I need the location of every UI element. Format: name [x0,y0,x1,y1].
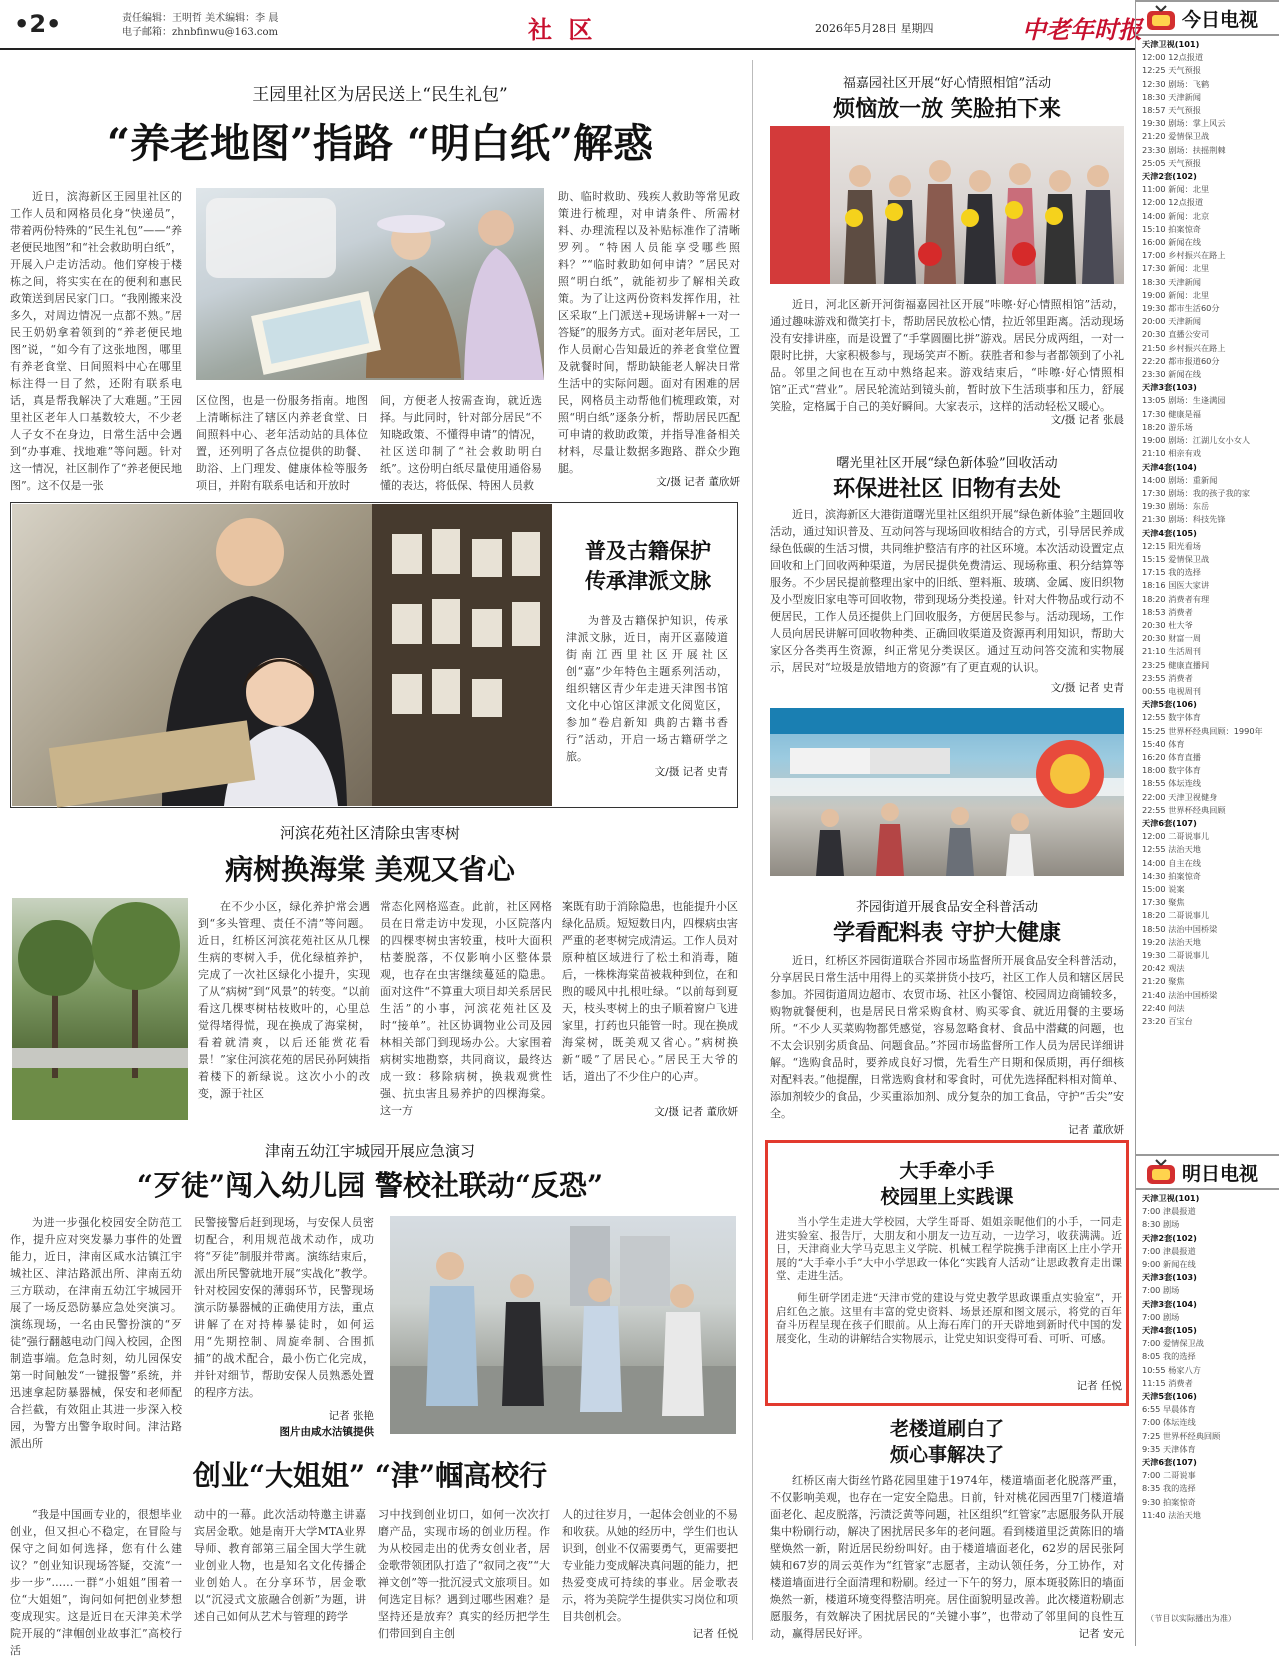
tv-program-line: 19:00 剧场：江湖儿女小女人 [1142,435,1251,446]
story1-kicker: 王园里社区为居民送上“民生礼包” [252,85,508,105]
story10-byline: 记者 安元 [1078,1628,1124,1640]
tv-program-line: 19:30 二哥说事儿 [1142,950,1210,961]
story9-byline: 记者 任悦 [1076,1380,1122,1392]
story1-byline: 文/摄 记者 董欣妍 [656,476,740,488]
tv-program-line: 21:20 聚焦 [1142,976,1185,987]
photo-elderly-reading-map [196,188,544,380]
tv-channel-name: 天津4套(104) [1142,461,1197,472]
photo-begonia-trees [12,898,188,1120]
story10-headline-line1: 老楼道刷白了 [889,1418,1004,1440]
tv-program-line: 17:00 乡村振兴在路上 [1142,250,1226,261]
story3-photo [12,898,188,1120]
tv-program-line: 22:40 问法 [1142,1002,1185,1013]
tv-note: （节目以实际播出为准） [1146,1613,1237,1623]
tv-channel-name: 天津6套(107) [1142,1457,1197,1468]
story7-body: 近日，滨海新区大港街道曙光里社区组织开展“绿色新体验”主题回收活动，通过知识普及、互动问答与现场回收相结合的方式，引导居民养成绿色低碳的生活习惯，共同维护整洁有序的社区环境。本次活动设置定点回收和上门回收两种渠道，为居民提供免费清运、现场称重、积分结算等服务。不少居民提前整理出家中的旧纸、塑料瓶、玻璃、金属、废旧织物及小型废旧家电等可回收物，带到现场分类投递。针对大件物品或行动不便居民，工作人员还提供上门回收服务，方便居民参与。活动现场，工作人员向居民讲解可回收物种类、正确回收渠道及资源再利用知识，帮助大家区分各类再生资源，纠正常见分类误区。通过互动问答交流和实物展示，居民对“垃圾是放错地方的资源”有了更直观的认识。 [770,508,1124,674]
story3-col3: 案既有助于消除隐患，也能提升小区绿化品质。短短数日内，四棵病虫害严重的老枣树完成清运。工作人员对原种植区域进行了松土和消毒，随后，一株株海棠苗被栽种到位，在和煦的暖风中扎根吐绿。“以前每到夏天，枝头枣树上的虫子顺着窗户飞进家里，打药也只能管一时。现在换成海棠树，既美观又省心。”病树换新“暖”了居民心。”居民王大爷的话，道出了不少住户的心声。 [562,900,738,1083]
tv-program-line: 18:57 天气预报 [1142,105,1201,116]
story9-body-para1: 当小学生走进大学校园，大学生哥哥、姐姐亲昵他们的小手，一同走进实验室、报告厅，大朋友和小朋友一边互动，一边学习，收获满满。近日，天津商业大学马克思主义学院、机械工程学院携手津南区上庄小学开展的“大手牵小手”大中小学思政一体化“实践育人活动”让思政教育走出课堂、走进生活。 [776,1216,1122,1283]
tv-channel-name: 天津5套(106) [1142,1391,1197,1402]
story10-headline-line2: 烦心事解决了 [889,1444,1004,1466]
column-divider [752,60,753,1640]
tv-program-line: 23:30 剧场：扶摇荆棘 [1142,144,1226,155]
tv-program-line: 25:05 天气预报 [1142,157,1201,168]
tv-program-line: 9:35 天津体育 [1142,1443,1196,1454]
tv-program-line: 11:00 新闻：北里 [1142,184,1210,195]
tv-program-line: 11:15 消费者 [1142,1377,1193,1388]
tv-program-line: 18:50 法治中国桥梁 [1142,923,1218,934]
tv-program-line: 18:16 国医大家讲 [1142,580,1210,591]
tv-program-line: 7:00 体坛连线 [1142,1417,1196,1428]
tv-listings-sidebar [1135,0,1279,1646]
story4-photo-credit: 图片由咸水沽镇提供 [279,1426,374,1438]
tv-program-line: 17:30 健康是福 [1142,408,1201,419]
tv-program-line: 7:00 爱情保卫战 [1142,1338,1204,1349]
tv-program-line: 7:00 津晨报道 [1142,1245,1196,1256]
story3-headline: 病树换海棠 美观又省心 [225,853,515,886]
tv-program-line: 12:15 阳光看场 [1142,540,1201,551]
tv-program-line: 22:55 世界杯经典回顾 [1142,804,1226,815]
tv-program-line: 14:00 剧场：重新闻 [1142,474,1218,485]
story2-photo [12,504,552,806]
tv-program-line: 14:00 自主在线 [1142,857,1201,868]
story8-byline: 记者 董欣妍 [1068,1124,1124,1136]
story6-byline: 文/摄 记者 张晨 [1050,414,1124,426]
tv-program-line: 19:20 法治天地 [1142,936,1201,947]
story1-photo [196,188,544,380]
story7-photo [770,708,1124,876]
tv-program-line: 13:05 剧场：生逢满园 [1142,395,1226,406]
tv-channel-name: 天津3套(104) [1142,1298,1197,1309]
tv-program-line: 7:00 二哥说事 [1142,1470,1196,1481]
tv-channel-name: 天津5套(106) [1142,699,1197,710]
tv-channel-name: 天津2套(102) [1142,1232,1197,1243]
tv-program-line: 23:20 百宝台 [1142,1016,1193,1027]
story5-col1: “我是中国画专业的，很想毕业创业，但又担心不稳定，在冒险与保守之间如何选择，您有什么建议？”创业知识现场答疑，交流“一步一步”……一群“小姐姐”围着一位“大姐姐”，询问如何把创业梦想变成现实。这是近日在天津美术学院开展的“津帼创业故事汇”高校行活 [10,1508,182,1657]
tv-program-line: 12:00 12点报道 [1142,197,1204,208]
story7-headline: 环保进社区 旧物有去处 [833,476,1061,502]
tv-program-line: 7:00 剧场 [1142,1311,1180,1322]
tv-program-line: 18:20 二哥说事儿 [1142,910,1210,921]
tv-program-line: 17:30 聚焦 [1142,897,1185,908]
story6-body: 近日，河北区新开河街福嘉园社区开展“咔嚓·好心情照相馆”活动，通过趣味游戏和微笑打卡，帮助居民放松心情，拉近邻里距离。活动现场没有安排讲座，而是设置了“手掌圆圈比拼”游戏。居民分成两组，一对一限时比拼，大家积极参与，现场笑声不断。获胜者和参与者都领到了小礼品。邻里之间也在互动中熟络起来。游戏结束后，“咔嚓·好心情照相馆”正式“营业”。居民轮流站到镜头前，暂时放下生活琐事和压力，舒展笑脸，定格属于自己的美好瞬间。大家表示，这样的活动轻松又暖心。 [770,298,1124,413]
story5-byline: 记者 任悦 [692,1628,738,1640]
story6-headline: 烦恼放一放 笑脸拍下来 [833,96,1061,122]
story4-photo [390,1216,736,1434]
photo-father-daughter-library [12,504,552,806]
story9-headline-line1: 大手牵小手 [899,1160,995,1182]
tv-channel-name: 天津3套(103) [1142,382,1197,393]
tv-channel-name: 天津4套(105) [1142,1325,1197,1336]
tv-program-line: 19:00 新闻：北里 [1142,289,1210,300]
tv-program-line: 12:55 数字体育 [1142,712,1201,723]
tv-program-line: 16:00 新闻在线 [1142,237,1201,248]
tv-program-line: 20:00 天津新闻 [1142,316,1201,327]
tv-program-line: 8:30 剧场 [1142,1219,1180,1230]
tv-program-line: 18:30 天津新闻 [1142,91,1201,102]
tv-program-line: 19:30 都市生活60分 [1142,303,1220,314]
tv-program-line: 11:40 法治天地 [1142,1509,1201,1520]
tv-tomorrow-title: 明日电视 [1182,1162,1259,1185]
tv-icon [1146,5,1176,31]
tv-channel-name: 天津2套(102) [1142,171,1197,182]
tv-program-line: 23:30 新闻在线 [1142,369,1201,380]
tv-channel-name: 天津4套(105) [1142,527,1197,538]
tv-program-line: 15:10 拍案惊奇 [1142,223,1201,234]
tv-program-line: 18:20 游乐场 [1142,421,1193,432]
photo-recycling-booth [770,708,1124,876]
story4-kicker: 津南五幼江宇城园开展应急演习 [264,1142,475,1160]
story9-headline-line2: 校园里上实践课 [880,1186,1014,1208]
tv-program-line: 20:30 直播公安司 [1142,329,1210,340]
tv-program-line: 7:25 世界杯经典回顾 [1142,1430,1221,1441]
tv-program-line: 14:00 新闻：北京 [1142,210,1210,221]
story8-body: 近日，红桥区芥园街道联合芥园市场监督所开展食品安全科普活动，分享居民日常生活中用得上的买菜拼货小技巧，社区工作人员和辖区居民参加。芥园街道周边超市、农贸市场、社区小餐馆、校园周边商铺较多，购物就餐便利，也是居民日常采购食材、购买零食、就近用餐的主要场所。“不少人买菜购物都凭感觉，容易忽略食材、食品中潜藏的问题，也不太会识别劣质食品、问题食品。”芥园市场监督所工作人员为居民详细讲解。“选购食品时，要养成良好习惯，先看生产日期和保质期，再仔细核对配料表。”他提醒，日常选购食材和零食时，可优先选择配料相对简单、添加剂较少的食品，少买重添加剂、成分复杂的加工食品，守护“舌尖”安全。 [770,954,1124,1120]
story5-col4: 人的过往岁月，一起体会创业的不易和收获。从她的经历中，学生们也认识到，创业不仅需要勇气，更需要把专业能力变成解决真问题的能力，把热爱变成可持续的事业。居金歌表示，将为美院学生提供实习岗位和项目共创机会。 [562,1508,738,1623]
story5-headline: 创业“大姐姐” “津”帼高校行 [192,1459,548,1492]
tv-program-line: 16:20 体育直播 [1142,751,1201,762]
story3-byline: 文/摄 记者 董欣妍 [654,1106,738,1118]
tv-program-line: 15:40 体育 [1142,738,1185,749]
story6-photo [770,126,1124,284]
story2-byline: 文/摄 记者 史青 [654,766,728,778]
story8-kicker: 芥园街道开展食品安全科普活动 [855,900,1038,915]
tv-program-line: 12:00 二哥说事儿 [1142,831,1210,842]
tv-program-line: 18:53 消费者 [1142,606,1193,617]
tv-program-line: 19:30 剧场：掌上风云 [1142,118,1226,129]
tv-today-title: 今日电视 [1182,8,1259,31]
story2-headline [560,536,736,596]
tv-program-line: 17:30 新闻：北里 [1142,263,1210,274]
editors-line: 责任编辑：王明哲 美术编辑：李 晨 [122,13,279,24]
section-title: 社 区 [528,15,597,44]
photo-police-drill [390,1216,736,1434]
story3-col1: 在不少小区，绿化养护常会遇到“多头管理、责任不清”等问题。近日，红桥区河滨花苑社区从几棵生病的枣树入手，优化绿植养护，完成了一次社区绿化小提升，实现了从“病树”到“风景”的转变。“以前看这几棵枣树枯枝败叶的，心里总觉得堵得慌，现在换成了海棠树，看着就清爽，以后还能赏花看景！”家住河滨花苑的居民孙阿姨指着楼下的新绿说。这次小小的改变，源于社区 [198,900,370,1100]
tv-program-line: 17:15 我的选择 [1142,567,1201,578]
story4-byline: 记者 张艳 [328,1410,374,1422]
tv-channel-name: 天津卫视(101) [1142,39,1200,49]
email-line: 电子邮箱：zhnbfinwu@163.com [122,27,279,38]
tv-program-line: 18:55 体坛连线 [1142,778,1201,789]
tv-program-line: 14:30 拍案惊奇 [1142,870,1201,881]
story8-headline: 学看配料表 守护大健康 [833,920,1061,946]
tv-program-line: 17:30 剧场：我的孩子我的家 [1142,487,1251,498]
tv-program-line: 15:15 爱情保卫战 [1142,553,1210,564]
story1-col1: 近日，滨海新区王园里社区的工作人员和网格员化身“快递员”，带着两份特殊的“民生礼包”——“养老便民地图”和“社会救助明白纸”，开展入户走访活动。他们穿梭于楼栋之间，将实实在在的便利和惠民政策送到居民家门口。“我刚搬来没多久，对周边情况一点都不熟。”居民王奶奶拿着领到的“养老便民地图”说，“如今有了这张地图，哪里有养老食堂、日间照料中心在哪里标注得一目了然，还附有联系电话，真是帮我解决了大难题。”王园里社区老年人口基数较大，不少老人子女不在身边，日常生活中会遇到“办事难、找地难”等问题。针对这一情况，社区制作了“养老便民地图”。这不仅是一张 [10,190,182,492]
tv-program-line: 18:20 消费者有理 [1142,593,1210,604]
tv-program-line: 15:00 说案 [1142,884,1185,894]
story2-body: 为普及古籍保护知识，传承津派文脉，近日，南开区嘉陵道街南江西里社区开展社区创“嘉”少年特色主题系列活动，组织辖区青少年走进天津图书馆文化中心馆区津派文化阅览区，参加“卷启新知 典韵古籍书香行”活动，开启一场古籍研学之旅。 [566,614,728,763]
tv-channel-name: 天津3套(103) [1142,1272,1197,1283]
story5-col3: 习中找到创业切口，如何一次次打磨产品，实现市场的创业历程。作为从校园走出的优秀女创业者，居金歌带领团队打造了“叙同之夜”“大禅文创”等一批沉浸式文旅项目。如何选定目标？遇到过哪些困难？是坚持还是放弃？真实的经历把学生们带回到自主创 [378,1508,550,1640]
tv-today-list [1136,36,1279,1154]
tv-program-line: 8:05 我的选择 [1142,1351,1196,1362]
tv-program-line: 21:30 剧场：科技先锋 [1142,514,1226,525]
story3-col2: 常态化网格巡查。此前，社区网格员在日常走访中发现，小区院落内的四棵枣树虫害较重，枝叶大面积枯萎脱落，不仅影响小区整体景观，也存在虫害继续蔓延的隐患。面对这件“不算重大项目却关系居民生活”的小事，河滨花苑社区及时“接单”。社区协调物业公司及园林相关部门到现场办公。大家围着病树实地勘察，共同商议，最终达成一致：移除病树，换栽观赏性强、抗虫害且易养护的四棵海棠。这一方 [380,900,552,1117]
tv-program-line: 19:30 剧场：东岳 [1142,501,1210,512]
story1-col2: 区位图，也是一份服务指南。地图上清晰标注了辖区内养老食堂、日间照料中心、老年活动站的具体位置，还列明了各点位提供的助餐、助浴、上门理发、健康体检等服务项目，并附有联系电话和开放时 [196,394,368,492]
story6-kicker: 福嘉园社区开展“好心情照相馆”活动 [842,76,1052,91]
tv-program-line: 7:00 剧场 [1142,1285,1180,1296]
tv-program-line: 8:35 我的选择 [1142,1483,1196,1494]
tv-program-line: 21:20 爱情保卫战 [1142,131,1210,142]
page-number: •2• [14,10,62,38]
tv-channel-name: 天津6套(107) [1142,817,1197,828]
tv-program-line: 20:30 财富一周 [1142,633,1201,644]
story7-kicker: 曙光里社区开展“绿色新体验”回收活动 [836,456,1058,471]
story2-headline-line1: 普及古籍保护 [585,538,711,563]
tv-program-line: 21:10 相亲有戏 [1142,448,1201,459]
tv-program-line: 21:40 法治中国桥梁 [1142,989,1218,1000]
tv-program-line: 00:55 电视周刊 [1142,685,1201,696]
issue-date: 2026年5月28日 星期四 [815,22,934,35]
tv-program-line: 10:55 杨家八方 [1142,1364,1201,1375]
tv-program-line: 23:55 消费者 [1142,672,1193,683]
tv-channel-name: 天津卫视(101) [1142,1193,1200,1203]
story2-headline-line2: 传承津派文脉 [585,568,711,593]
tv-program-line: 20:30 杜大爷 [1142,619,1193,630]
tv-program-line: 12:55 法治天地 [1142,844,1201,855]
newspaper-logo: 中老年时报 [1022,15,1142,44]
story4-col2: 民警接警后赶到现场，与安保人员密切配合，利用规范战术动作，成功将“歹徒”制服并带离。演练结束后，派出所民警就地开展“实战化”教学。针对校园安保的薄弱环节，民警现场演示防暴器械的正确使用方法，重点讲解了在对持棒暴徒时，如何运用“先期控制、周旋牵制、合围抓捕”的战术配合，最小伤亡化完成，并针对细节，帮助安保人员熟悉处置的程序方法。 [194,1216,374,1399]
tv-icon [1146,1159,1176,1185]
tv-program-line: 21:50 乡村振兴在路上 [1142,342,1226,353]
tv-today-header [1136,0,1279,36]
story9-body-para2: 师生研学团走进“天津市党的建设与党史教学思政课重点实验室”，开启红色之旅。这里有丰富的党史资料、场景还原和图文展示，将党的百年奋斗历程呈现在孩子们眼前。从上海石库门的开天辟地到新时代中国的发展变化，生动的讲解结合实物展示，让党史知识变得可看、可听、可感。 [776,1292,1122,1345]
tv-program-line: 23:25 健康直播间 [1142,659,1210,670]
story4-col1: 为进一步强化校园安全防范工作，提升应对突发暴力事件的处置能力，近日，津南区咸水沽镇江宇城社区、津沽路派出所、津南五幼三方联动，在津南五幼江宇城园开展了一场反恐防暴应急处突演习。演练现场，一名由民警扮演的“歹徒”强行翻越电动门闯入校园，企图制造事端。危急时刻，幼儿园保安第一时间触发“一键报警”系统，并迅速拿起防暴器械，保安和老师配合拦截，有效阻止其进一步深入校园，为警方出警争取时间。津沽路派出所 [10,1216,182,1450]
tv-program-line: 21:10 生活周刊 [1142,646,1201,657]
story10-body: 红桥区南大街丝竹路花园里建于1974年，楼道墙面老化脱落严重，不仅影响美观，也存在一定安全隐患。日前，针对桃花园西里7门楼道墙面老化、起皮脱落，污渍泛黄等问题，社区组织“红管家”志愿服务队开展集中粉刷行动，解决了困扰居民多年的老问题。看到楼道里泛黄陈旧的墙壁焕然一新，附近居民纷纷叫好。由于楼道墙面老化，62岁的居民张阿姨和67岁的周云英作为“红管家”志愿者，主动认领任务，分工协作，对楼道墙面进行全面清理和粉刷。经过一下午的努力，原本斑驳陈旧的墙面焕然一新，楼道环境变得整洁明亮。居住面貌明显改善。此次楼道粉刷志愿服务，有效解决了困扰居民的“关键小事”，也带动了邻里间的良性互动，赢得居民好评。 [770,1474,1124,1640]
tv-tomorrow-list [1136,1190,1279,1610]
tv-program-line: 12:25 天气预报 [1142,65,1201,76]
tv-program-line: 22:00 天津卫视健身 [1142,791,1218,802]
tv-program-line: 12:30 剧场：飞鹤 [1142,78,1210,89]
photo-smiling-residents [770,126,1124,284]
tv-program-line: 7:00 津晨报道 [1142,1206,1196,1217]
tv-program-line: 9:30 拍案惊奇 [1142,1496,1196,1507]
story1-col4: 助、临时救助、残疾人救助等常见政策进行梳理，对申请条件、所需材料、办理流程以及补贴标准作了清晰罗列。“特困人员能享受哪些照料？”“临时救助如何申请？”居民对照“明白纸”，就能初步了解相关政策。为了让这两份资料发挥作用，社区采取“上门派送+现场讲解+一对一答疑”的服务方式。面对老年居民，工作人员耐心告知最近的养老食堂位置及就餐时间，帮助缺能老人解决日常生活中的实际问题。面对有困难的居民，网格员主动帮他们梳理政策，对照“明白纸”逐条分析，帮助居民匹配可申请的救助政策，并指导准备相关材料，尽量让数据多跑路、群众少跑腿。 [558,190,740,475]
editors-credit [122,12,278,40]
tv-program-line: 18:30 天津新闻 [1142,276,1201,287]
story10-headline [770,1416,1124,1468]
tv-program-line: 12:00 12点报道 [1142,52,1204,63]
tv-program-line: 18:00 数字体育 [1142,765,1201,776]
tv-program-line: 15:25 世界杯经典回顾：1990年 [1142,725,1263,736]
story5-col2: 动中的一幕。此次活动特邀主讲嘉宾居金歌。她是南开大学MTA业界导师、教育部第三届全国大学生就业创业人物，也是知名文化传播企业创始人。在分享环节，居金歌以“沉浸式文旅融合创新”为题，讲述自己如何从艺术与管理的跨学 [194,1508,366,1623]
story9-headline [770,1158,1124,1210]
tv-program-line: 20:42 观法 [1142,963,1185,974]
tv-program-line: 22:20 都市报道60分 [1142,355,1220,366]
tv-program-line: 9:00 新闻在线 [1142,1259,1196,1270]
tv-program-line: 6:55 早晨体育 [1142,1404,1196,1415]
story7-byline: 文/摄 记者 史青 [1050,682,1124,694]
story1-headline: “养老地图”指路 “明白纸”解惑 [107,120,653,167]
story4-headline: “歹徒”闯入幼儿园 警校社联动“反恐” [136,1169,604,1202]
story1-col3: 间，方便老人按需查询，就近选择。与此同时，针对部分居民“不知晓政策、不懂得申请”的情况，社区送印制了“社会救助明白纸”。这份明白纸尽量使用通俗易懂的表达，将低保、特困人员救 [380,394,542,492]
tv-tomorrow-header [1136,1154,1279,1190]
story3-kicker: 河滨花苑社区清除虫害枣树 [279,824,460,842]
